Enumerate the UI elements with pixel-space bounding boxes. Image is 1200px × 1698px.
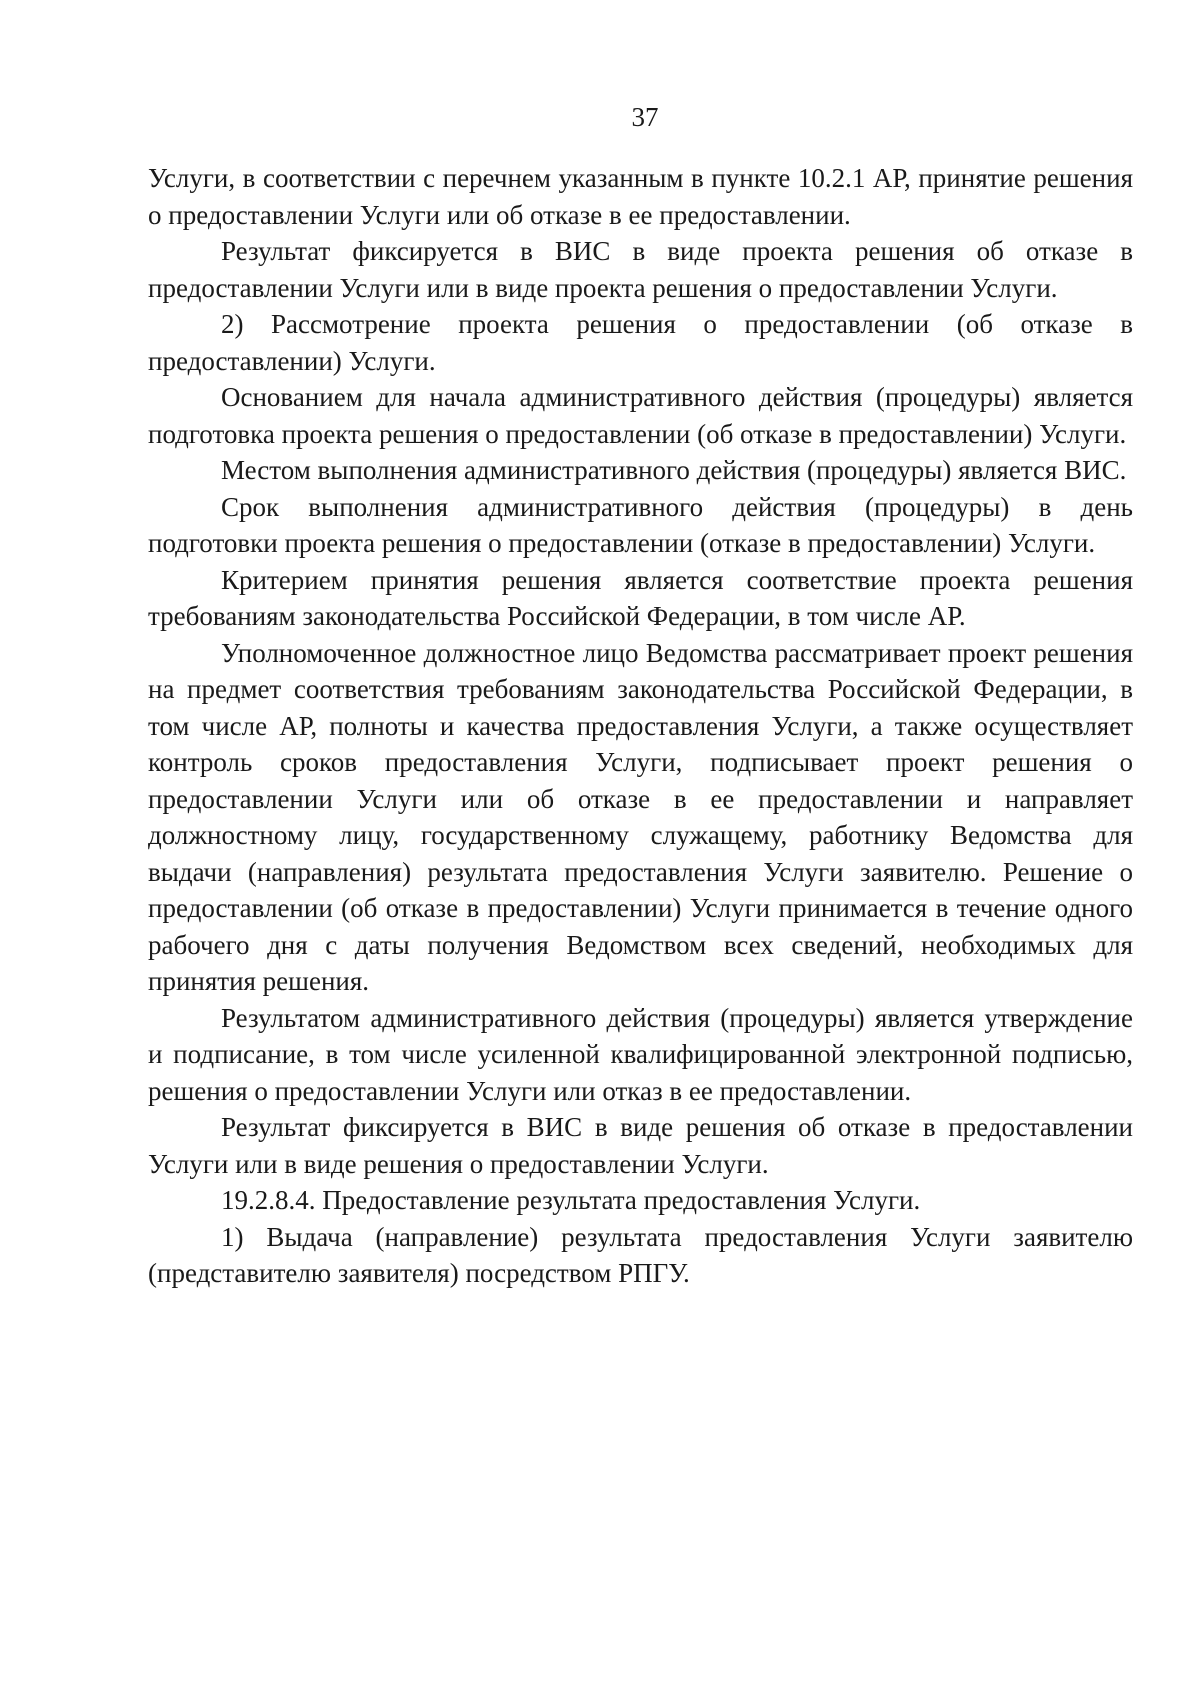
paragraph: 1) Выдача (направление) результата предоставления Услуги заявителю (представителю заявителя) посредством РПГУ. bbox=[148, 1221, 1133, 1288]
paragraph-continuation: Услуги, в соответствии с перечнем указанным в пункте 10.2.1 АР, принятие решения о предоставлении Услуги или об отказе в ее предоставлении. bbox=[148, 163, 1133, 230]
paragraph: Результат фиксируется в ВИС в виде проекта решения об отказе в предоставлении Услуги или в виде проекта решения о предоставлении Услуги. bbox=[148, 236, 1133, 303]
paragraph: Срок выполнения административного действия (процедуры) в день подготовки проекта решения о предоставлении (отказе в предоставлении) Услуги. bbox=[148, 491, 1133, 558]
paragraph: Результатом административного действия (процедуры) является утверждение и подписание, в том числе усиленной квалифицированной электронной подписью, решения о предоставлении Услуги или отказ в ее предоставлении. bbox=[148, 1002, 1133, 1106]
paragraph: Результат фиксируется в ВИС в виде решения об отказе в предоставлении Услуги или в виде решения о предоставлении Услуги. bbox=[148, 1112, 1133, 1179]
section-heading: 19.2.8.4. Предоставление результата предоставления Услуги. bbox=[221, 1185, 921, 1215]
paragraph: 2) Рассмотрение проекта решения о предоставлении (об отказе в предоставлении) Услуги. bbox=[148, 309, 1133, 376]
document-body bbox=[148, 160, 1133, 1292]
paragraph: Основанием для начала административного действия (процедуры) является подготовка проекта решения о предоставлении (об отказе в предоставлении) Услуги. bbox=[148, 382, 1133, 449]
paragraph: Уполномоченное должностное лицо Ведомства рассматривает проект решения на предмет соответствия требованиям законодательства Российской Федерации, в том числе АР, полноты и качества предоставления Услуги, а также осуществляет контроль сроков предоставления Услуги, подписывает проект решения о предоставлении Услуги или об отказе в ее предоставлении и направляет должностному лицу, государственному служащему, работнику Ведомства для выдачи (направления) результата предоставления Услуги заявителю. Решение о предоставлении (об отказе в предоставлении) Услуги принимается в течение одного рабочего дня с даты получения Ведомством всех сведений, необходимых для принятия решения. bbox=[148, 637, 1133, 996]
paragraph: Местом выполнения административного действия (процедуры) является ВИС. bbox=[221, 455, 1127, 485]
paragraph: Критерием принятия решения является соответствие проекта решения требованиям законодательства Российской Федерации, в том числе АР. bbox=[148, 564, 1133, 631]
page-number: 37 bbox=[631, 102, 659, 132]
